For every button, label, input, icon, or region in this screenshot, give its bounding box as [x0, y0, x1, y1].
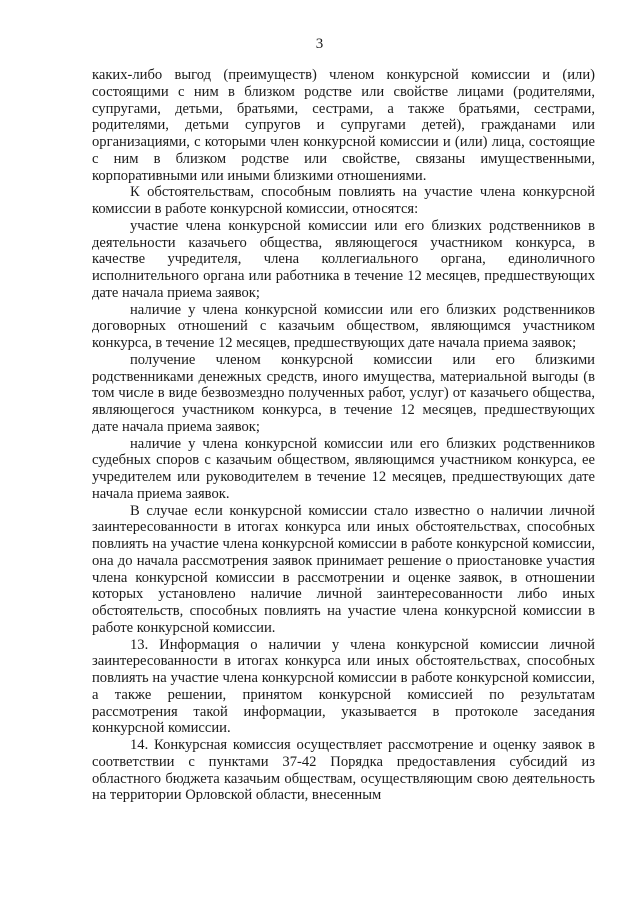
paragraph-court-disputes: наличие у члена конкурсной комиссии или его близких родственников судебных споров с казачьим обществом, являющимся участником конкурса, ее учредителем или руководителем в течение 12 месяцев, предшествующих дате начала приема заявок. — [92, 435, 595, 502]
paragraph-receipt-of-funds: получение членом конкурсной комиссии или его близкими родственниками денежных средств, иного имущества, материальной выгоды (в том числе в виде безвозмездно полученных работ, услуг) от казачьего общества, являющегося участником конкурса, в течение 12 месяцев, предшествующих дате начала приема заявок; — [92, 351, 595, 435]
paragraph-contractual-relations: наличие у члена конкурсной комиссии или его близких родственников договорных отношений с казачьим обществом, являющимся участником конкурса, в течение 12 месяцев, предшествующих дате начала приема заявок; — [92, 301, 595, 351]
paragraph-intro-continuation: каких-либо выгод (преимуществ) членом конкурсной комиссии и (или) состоящими с ним в близком родстве или свойстве лицами (родителями, супругами, детьми, братьями, сестрами, а также братьями, сестрами, родителями, детьми супругов и супругами детей), гражданами или организациями, с которыми член конкурсной комиссии и (или) лица, состоящие с ним в близком родстве или свойстве, связаны имущественными, корпоративными или иными близкими отношениями. — [92, 67, 595, 184]
document-body — [92, 67, 595, 804]
paragraph-participation: участие члена конкурсной комиссии или его близких родственников в деятельности казачьего общества, являющегося участником конкурса, в качестве учредителя, члена коллегиального органа, единоличного исполнительного органа или работника в течение 12 месяцев, предшествующих дате начала приема заявок; — [92, 217, 595, 301]
paragraph-circumstances-heading: К обстоятельствам, способным повлиять на участие члена конкурсной комиссии в работе конкурсной комиссии, относятся: — [92, 184, 595, 217]
paragraph-item-13: 13. Информация о наличии у члена конкурсной комиссии личной заинтересованности в итогах конкурса или иных обстоятельствах, способных повлиять на участие члена конкурсной комиссии в работе конкурсной комиссии, а также решении, принятом конкурсной комиссией по результатам рассмотрения такой информации, указывается в протоколе заседания конкурсной комиссии. — [92, 636, 595, 737]
paragraph-suspension-decision: В случае если конкурсной комиссии стало известно о наличии личной заинтересованности в итогах конкурса или иных обстоятельствах, способных повлиять на участие члена конкурсной комиссии в работе конкурсной комиссии, она до начала рассмотрения заявок принимает решение о приостановке участия члена конкурсной комиссии в рассмотрении и оценке заявок, в отношении которых установлено наличие личной заинтересованности либо иных обстоятельств, способных повлиять на участие члена конкурсной комиссии в работе конкурсной комиссии. — [92, 502, 595, 636]
page-number: 3 — [315, 36, 324, 52]
paragraph-item-14: 14. Конкурсная комиссия осуществляет рассмотрение и оценку заявок в соответствии с пунктами 37-42 Порядка предоставления субсидий из областного бюджета казачьим обществам, осуществляющим свою деятельность на территории Орловской области, внесенным — [92, 737, 595, 804]
